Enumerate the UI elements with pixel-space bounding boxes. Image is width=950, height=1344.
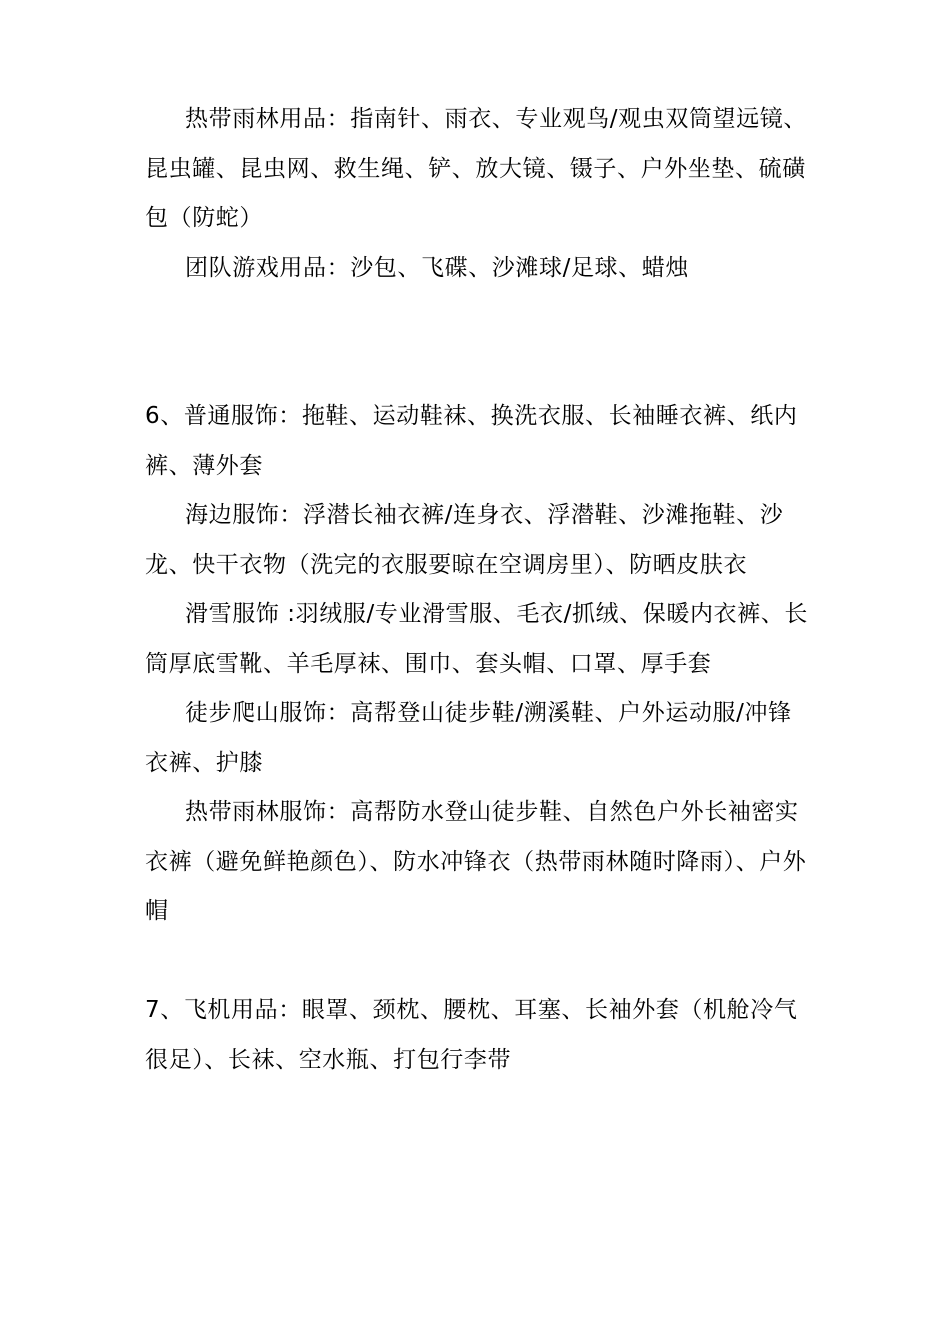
paragraph-team-game-supplies: 团队游戏用品：沙包、飞碟、沙滩球/足球、蜡烛 xyxy=(185,254,689,281)
document-body xyxy=(145,95,815,1085)
section-spacer xyxy=(145,293,815,392)
paragraph-ski-clothing: 滑雪服饰 :羽绒服/专业滑雪服、毛衣/抓绒、保暖内衣裤、长筒厚底雪靴、羊毛厚袜、围巾、套头帽、口罩、厚手套 xyxy=(145,601,808,677)
paragraph-flight-supplies: 7、飞机用品：眼罩、颈枕、腰枕、耳塞、长袖外套（机舱冷气很足）、长袜、空水瓶、打包行李带 xyxy=(145,997,798,1073)
paragraph-hiking-clothing: 徒步爬山服饰：高帮登山徒步鞋/溯溪鞋、户外运动服/冲锋衣裤、护膝 xyxy=(145,700,792,776)
paragraph-rainforest-clothing: 热带雨林服饰：高帮防水登山徒步鞋、自然色户外长袖密实衣裤（避免鲜艳颜色）、防水冲锋衣（热带雨林随时降雨）、户外帽 xyxy=(145,799,807,924)
paragraph-regular-clothing: 6、普通服饰：拖鞋、运动鞋袜、换洗衣服、长袖睡衣裤、纸内裤、薄外套 xyxy=(145,403,798,479)
section-spacer xyxy=(145,937,815,987)
paragraph-rainforest-supplies: 热带雨林用品：指南针、雨衣、专业观鸟/观虫双筒望远镜、昆虫罐、昆虫网、救生绳、铲、放大镜、镊子、户外坐垫、硫磺包（防蛇） xyxy=(145,106,807,231)
paragraph-beach-clothing: 海边服饰：浮潜长袖衣裤/连身衣、浮潜鞋、沙滩拖鞋、沙龙、快干衣物（洗完的衣服要晾在空调房里）、防晒皮肤衣 xyxy=(145,502,784,578)
